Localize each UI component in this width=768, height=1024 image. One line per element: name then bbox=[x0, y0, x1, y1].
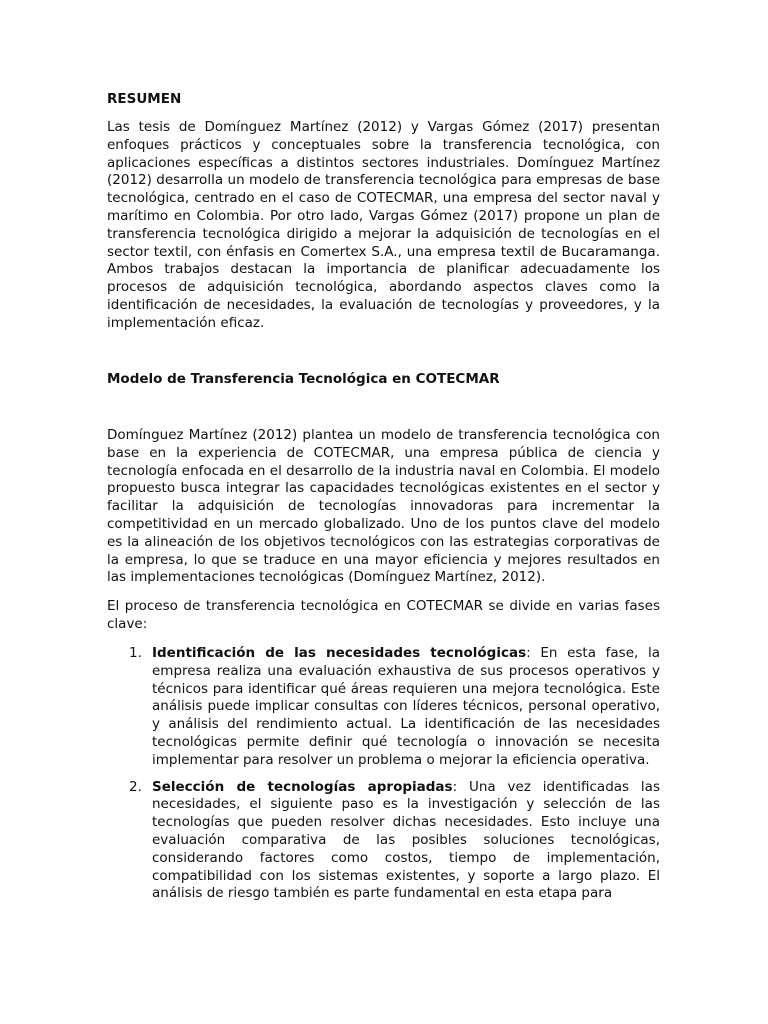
list-item bbox=[107, 779, 660, 904]
paragraph-resumen: Las tesis de Domínguez Martínez (2012) y Vargas Gómez (2017) presentan enfoques prácticos y conceptuales sobre la transferencia tecnológica, con aplicaciones específicas a distintos sectores industriales. Domínguez Martínez (2012) desarrolla un modelo de transferencia tecnológica para empresas de base tecnológica, centrado en el caso de COTECMAR, una empresa del sector naval y marítimo en Colombia. Por otro lado, Vargas Gómez (2017) propone un plan de transferencia tecnológica dirigido a mejorar la adquisición de tecnologías en el sector textil, con énfasis en Comertex S.A., una empresa textil de Bucaramanga. Ambos trabajos destacan la importancia de planificar adecuadamente los procesos de adquisición tecnológica, abordando aspectos claves como la identificación de necesidades, la evaluación de tecnologías y proveedores, y la implementación eficaz. bbox=[107, 119, 660, 331]
list-item-text: : En esta fase, la empresa realiza una evaluación exhaustiva de sus procesos operativos y técnicos para identificar qué áreas requieren una mejora tecnológica. Este análisis puede implicar consultas con líderes técnicos, personal operativo, y análisis del rendimiento actual. La identificación de las necesidades tecnológicas permite definir qué tecnología o innovación se necesita implementar para resolver un problema o mejorar la eficiencia operativa. bbox=[152, 645, 660, 768]
section-heading-resumen: RESUMEN bbox=[107, 91, 182, 107]
list-item-title: Identificación de las necesidades tecnológicas bbox=[152, 645, 527, 661]
paragraph-modelo-fases: El proceso de transferencia tecnológica en COTECMAR se divide en varias fases clave: bbox=[107, 598, 660, 632]
list-item bbox=[107, 645, 660, 770]
list-item-number: 2. bbox=[129, 778, 142, 795]
list-item-title: Selección de tecnologías apropiadas bbox=[152, 778, 453, 795]
phases-list bbox=[107, 645, 660, 912]
paragraph-modelo-intro: Domínguez Martínez (2012) plantea un modelo de transferencia tecnológica con base en la experiencia de COTECMAR, una empresa pública de ciencia y tecnología enfocada en el desarrollo de la industria naval en Colombia. El modelo propuesto busca integrar las capacidades tecnológicas existentes en el sector y facilitar la adquisición de tecnologías innovadoras para incrementar la competitividad en un mercado globalizado. Uno de los puntos clave del modelo es la alineación de los objetivos tecnológicos con las estrategias corporativas de la empresa, lo que se traduce en una mayor eficiencia y mejores resultados en las implementaciones tecnológicas (Domínguez Martínez, 2012). bbox=[107, 427, 660, 586]
section-heading-modelo: Modelo de Transferencia Tecnológica en COTECMAR bbox=[107, 371, 500, 387]
list-item-text: : Una vez identificadas las necesidades, el siguiente paso es la investigación y selección de las tecnologías que pueden resolver dichas necesidades. Esto incluye una evaluación comparativa de las posibles soluciones tecnológicas, considerando factores como costos, tiempo de implementación, compatibilidad con los sistemas existentes, y soporte a largo plazo. El análisis de riesgo también es parte fundamental en esta etapa para bbox=[152, 778, 660, 902]
list-item-number: 1. bbox=[129, 645, 142, 661]
